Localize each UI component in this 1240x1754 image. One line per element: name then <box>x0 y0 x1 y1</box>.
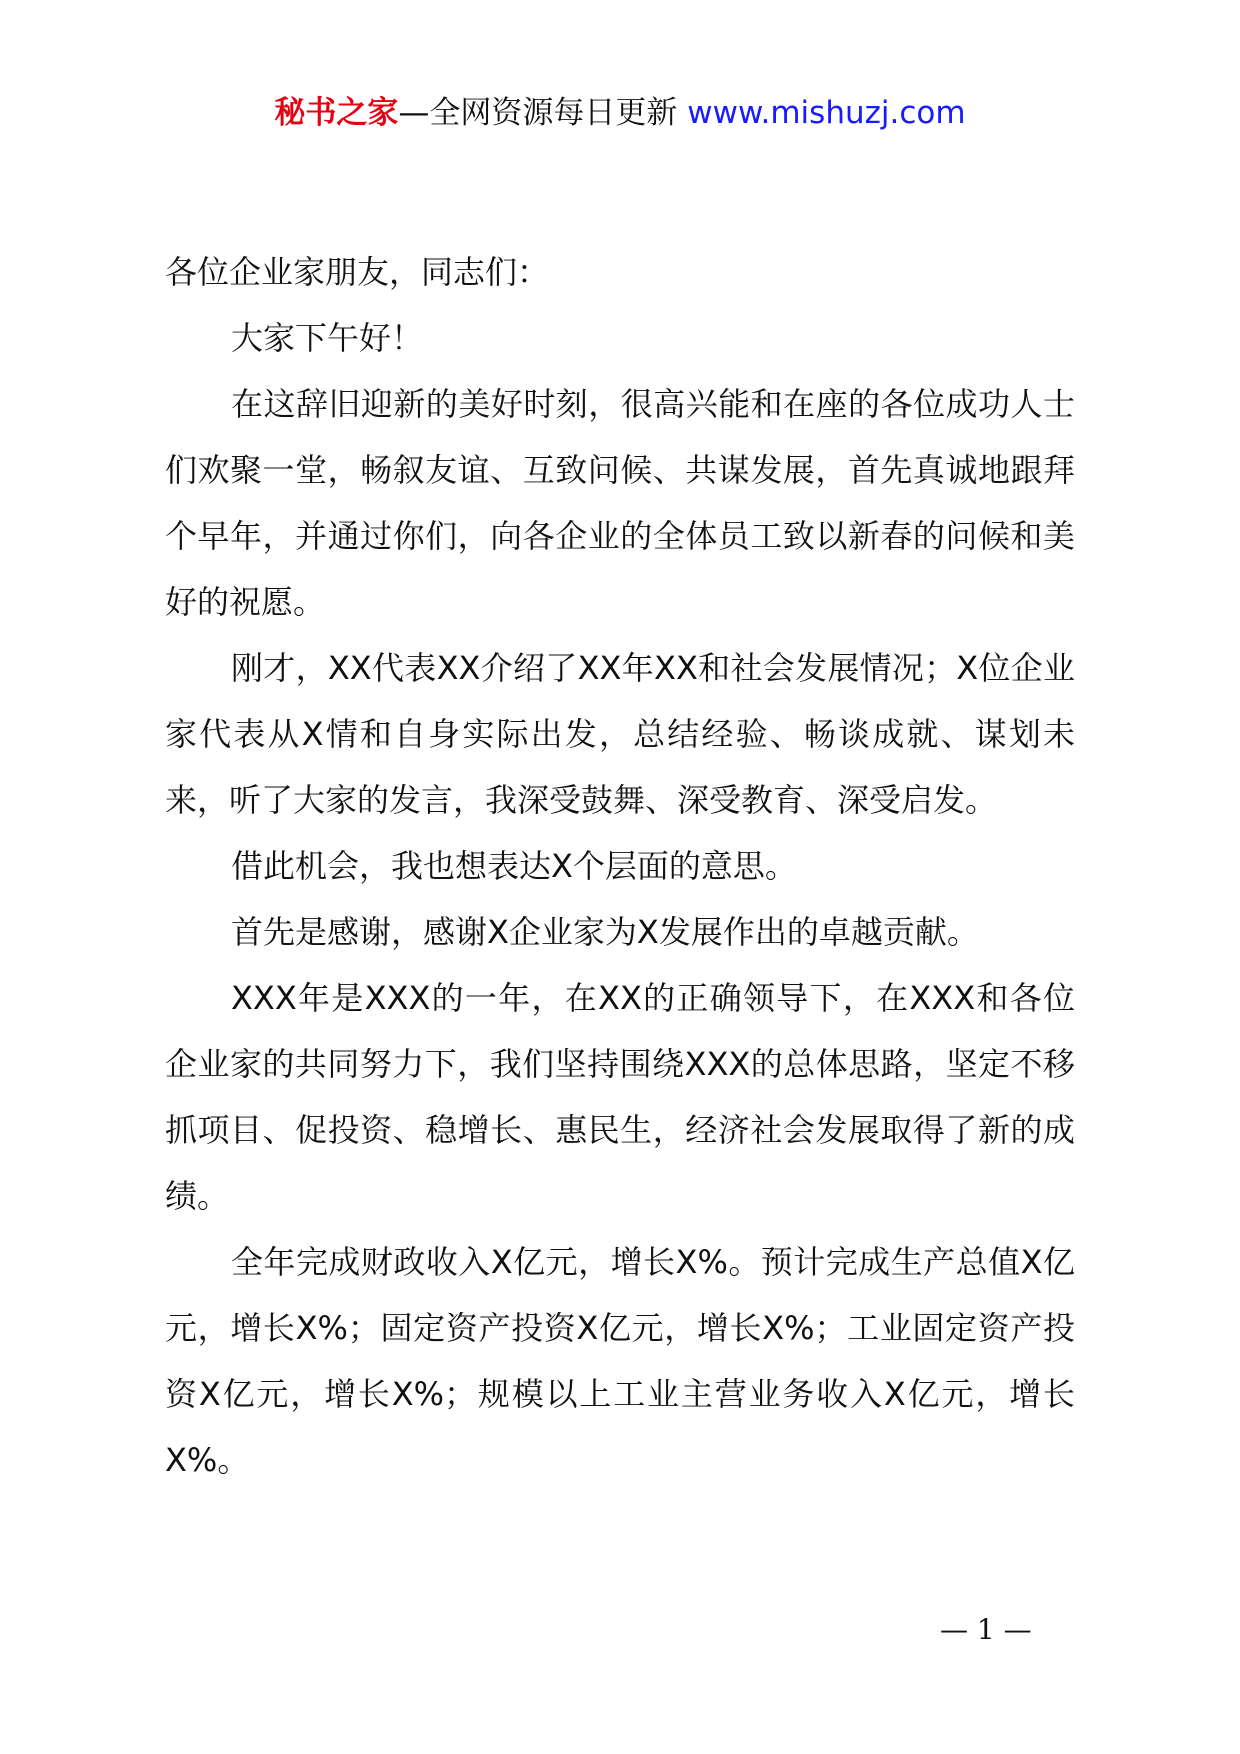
page-number: — 1 — <box>940 1613 1032 1646</box>
salutation: 各位企业家朋友，同志们： <box>165 253 550 291</box>
paragraph: 全年完成财政收入X亿元，增长X%。预计完成生产总值X亿元，增长X%；固定资产投资X亿元，增长X%；工业固定资产投资X亿元，增长X%；规模以上工业主营业务收入X亿元，增长X%。 <box>165 1243 1075 1479</box>
paragraph: 刚才，XX代表XX介绍了XX年XX和社会发展情况；X位企业家代表从X情和自身实际出发，总结经验、畅谈成就、谋划未来，听了大家的发言，我深受鼓舞、深受教育、深受启发。 <box>165 649 1075 819</box>
paragraph-greeting: 大家下午好！ <box>231 319 424 357</box>
paragraph: XXX年是XXX的一年，在XX的正确领导下，在XXX和各位企业家的共同努力下，我们坚持围绕XXX的总体思路，坚定不移抓项目、促投资、稳增长、惠民生，经济社会发展取得了新的成绩。 <box>165 979 1075 1215</box>
site-slogan: —全网资源每日更新 <box>398 95 688 131</box>
site-brand: 秘书之家 <box>274 95 399 131</box>
site-url-link[interactable]: www.mishuzj.com <box>687 95 966 131</box>
paragraph: 首先是感谢，感谢X企业家为X发展作出的卓越贡献。 <box>231 913 979 951</box>
page-header <box>0 93 1240 133</box>
paragraph: 在这辞旧迎新的美好时刻，很高兴能和在座的各位成功人士们欢聚一堂，畅叙友谊、互致问候、共谋发展，首先真诚地跟拜个早年，并通过你们，向各企业的全体员工致以新春的问候和美好的祝愿。 <box>165 385 1075 621</box>
paragraph: 借此机会，我也想表达X个层面的意思。 <box>231 847 797 885</box>
document-body <box>165 239 1075 1493</box>
